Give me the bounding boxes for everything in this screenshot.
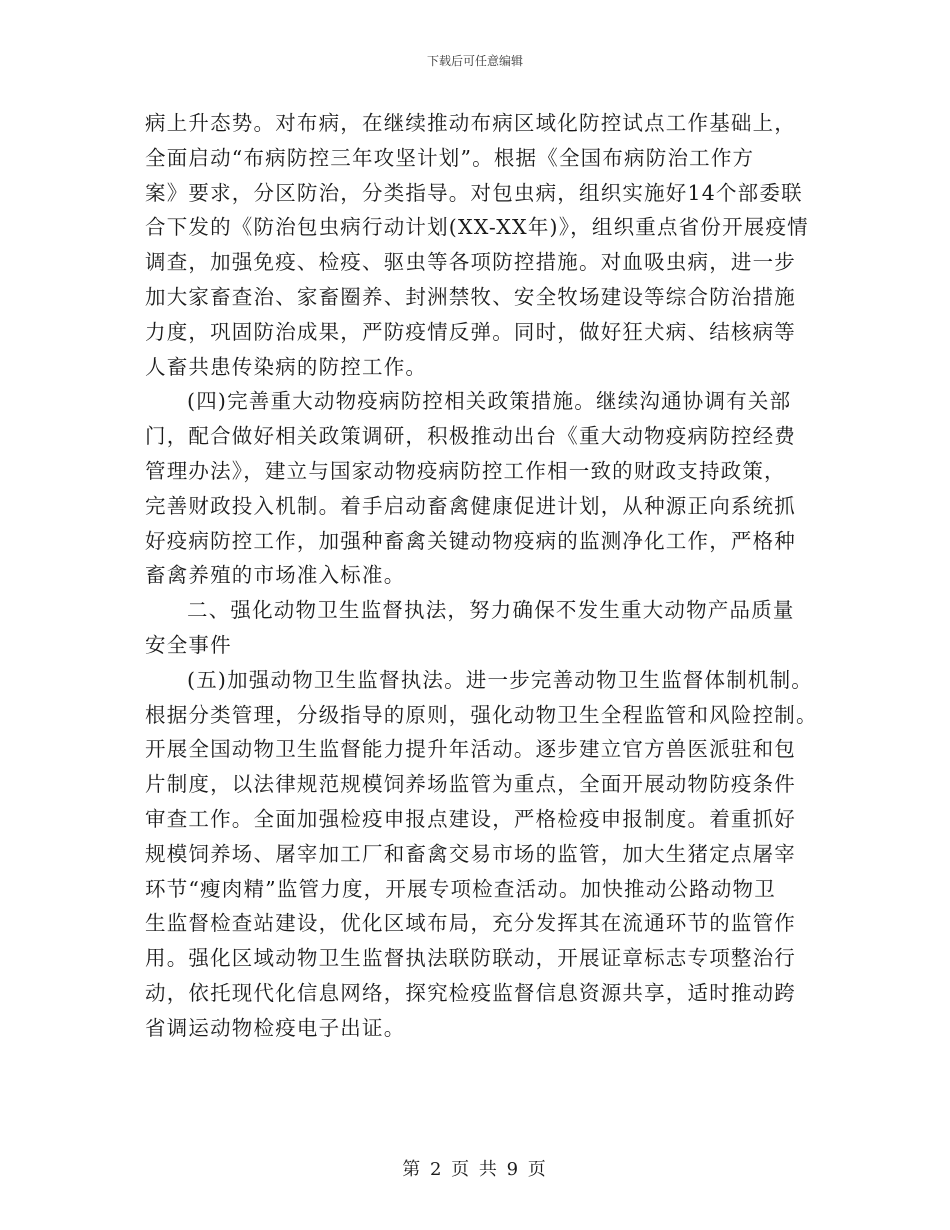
text-line: 好疫病防控工作，加强种畜禽关键动物疫病的监测净化工作，严格种 <box>145 528 796 553</box>
text-line: 案》要求，分区防治，分类指导。对包虫病，组织实施好14个部委联 <box>145 180 803 205</box>
text-line: 全面启动“布病防控三年攻坚计划”。根据《全国布病防治工作方 <box>145 145 755 170</box>
text-line: 管理办法》，建立与国家动物疫病防控工作相一致的财政支持政策， <box>145 458 786 483</box>
text-line: 人畜共患传染病的防控工作。 <box>145 354 428 379</box>
text-line: 畜禽养殖的市场准入标准。 <box>145 563 406 588</box>
text-line: 动，依托现代化信息网络，探究检疫监督信息资源共享，适时推动跨 <box>145 980 796 1005</box>
document-body <box>145 106 818 1046</box>
text-line: 合下发的《防治包虫病行动计划(XX-XX年)》，组织重点省份开展疫情 <box>145 215 809 240</box>
text-line: 力度，巩固防治成果，严防疫情反弹。同时，做好狂犬病、结核病等 <box>145 319 796 344</box>
text-line: 根据分类管理，分级指导的原则，强化动物卫生全程监管和风险控制。 <box>145 702 818 727</box>
text-line: 调查，加强免疫、检疫、驱虫等各项防控措施。对血吸虫病，进一步 <box>145 250 796 275</box>
text-line: 用。强化区域动物卫生监督执法联防联动，开展证章标志专项整治行 <box>145 946 796 971</box>
text-line: 开展全国动物卫生监督能力提升年活动。逐步建立官方兽医派驻和包 <box>145 737 796 762</box>
text-line: 片制度，以法律规范规模饲养场监管为重点，全面开展动物防疫条件 <box>145 772 796 797</box>
text-line: (四)完善重大动物疫病防控相关政策措施。继续沟通协调有关部 <box>187 389 792 414</box>
text-line: 完善财政投入机制。着手启动畜禽健康促进计划，从种源正向系统抓 <box>145 493 796 518</box>
page-footer: 第 2 页 共 9 页 <box>402 1159 548 1180</box>
text-line: 二、强化动物卫生监督执法，努力确保不发生重大动物产品质量 <box>187 598 795 623</box>
text-line: 环节“瘦肉精”监管力度，开展专项检查活动。加快推动公路动物卫 <box>145 876 776 901</box>
text-line: 安全事件 <box>145 632 232 657</box>
text-line: 审查工作。全面加强检疫申报点建设，严格检疫申报制度。着重抓好 <box>145 806 796 831</box>
text-line: 生监督检查站建设，优化区域布局，充分发挥其在流通环节的监管作 <box>145 911 796 936</box>
page-header: 下载后可任意编辑 <box>426 54 523 68</box>
text-line: 加大家畜查治、家畜圈养、封洲禁牧、安全牧场建设等综合防治措施 <box>145 284 796 309</box>
text-line: 门，配合做好相关政策调研，积极推动出台《重大动物疫病防控经费 <box>145 424 796 449</box>
text-line: (五)加强动物卫生监督执法。进一步完善动物卫生监督体制机制。 <box>187 667 813 692</box>
text-line: 规模饲养场、屠宰加工厂和畜禽交易市场的监管，加大生猪定点屠宰 <box>145 841 796 866</box>
text-line: 省调运动物检疫电子出证。 <box>145 1015 406 1040</box>
text-line: 病上升态势。对布病，在继续推动布病区域化防控试点工作基础上， <box>145 111 796 135</box>
